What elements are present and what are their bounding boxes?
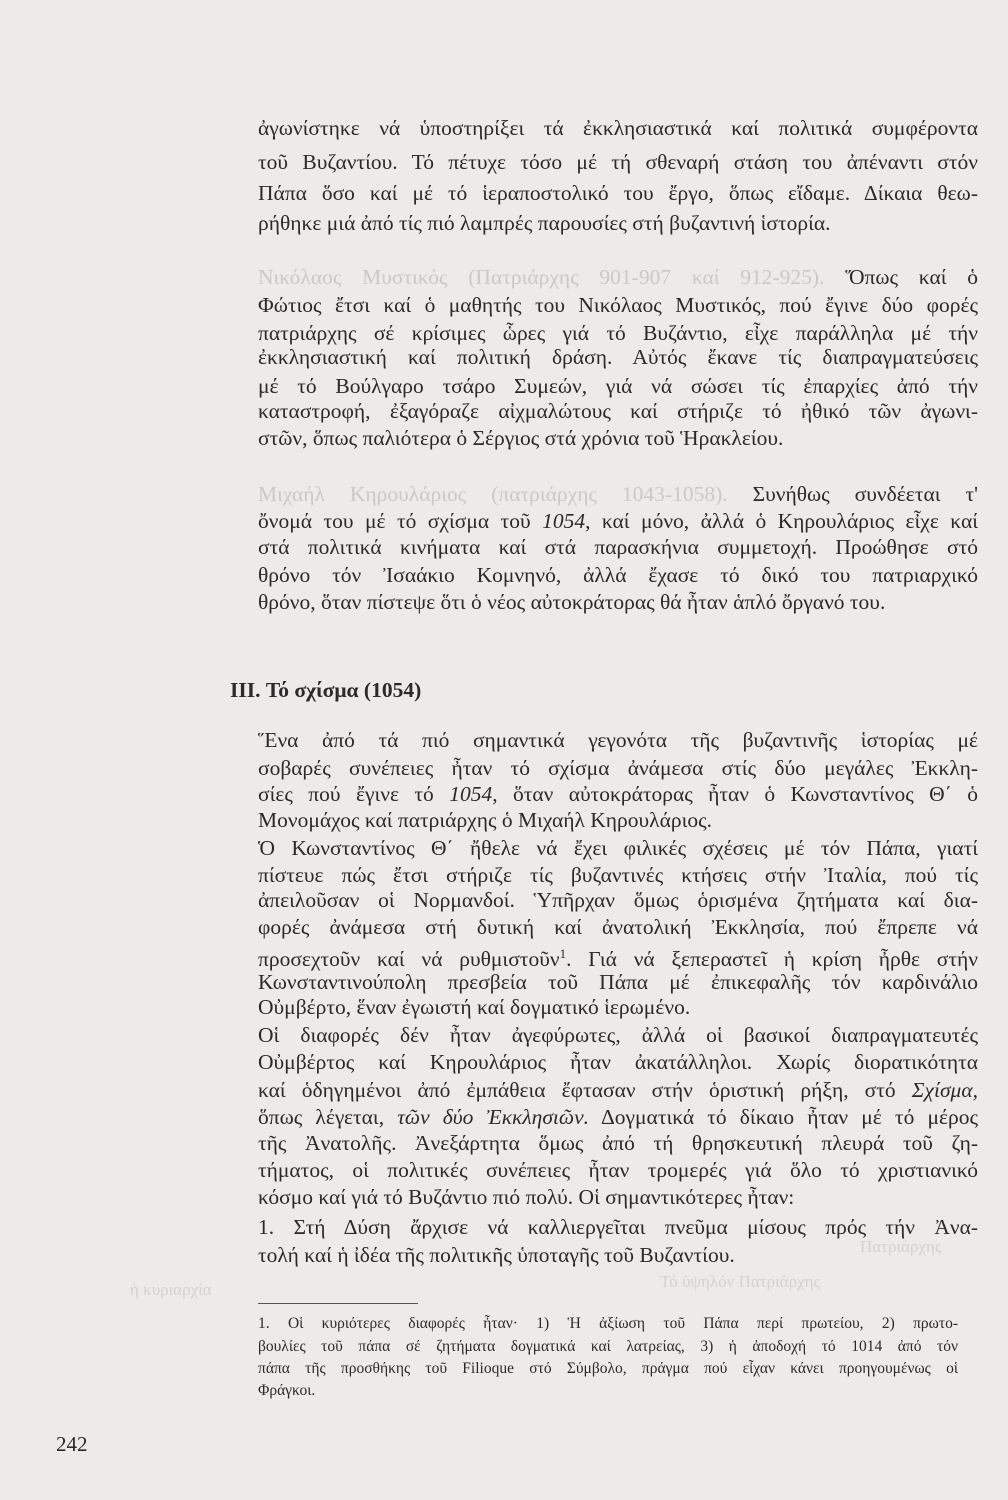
text-line <box>258 941 978 972</box>
text-line: ἀγωνίστηκε νά ὑποστηρίξει τά ἐκκλησιαστικά καί πολιτικά συμφέροντα <box>258 116 978 140</box>
text-line: Ἕνα ἀπό τά πιό σημαντικά γεγονότα τῆς βυζαντινῆς ἱστορίας μέ <box>258 728 978 752</box>
bleed-through-text: ἡ κυριαρχία <box>130 1280 212 1299</box>
text-line: πατριάρχης σέ κρίσιμες ὧρες γιά τό Βυζάντιο, εἶχε παράλληλα μέ τήν <box>258 321 978 345</box>
bleed-through-text: Τό ὑψηλόν Πατριάρχης <box>660 1272 821 1291</box>
text-line: Ὁ Κωνσταντίνος Θ΄ ἤθελε νά ἔχει φιλικές σχέσεις μέ τόν Πάπα, γιατί <box>258 836 978 860</box>
text-line: Πάπα ὅσο καί μέ τό ἱεραποστολικό του ἔργο, ὅπως εἴδαμε. Δίκαια θεω- <box>258 181 978 205</box>
text-span: σίες πού ἔγινε τό <box>258 782 450 806</box>
text-line: καταστροφή, ἐξαγόραζε αἰχμαλώτους καί στήριζε τό ἠθικό τῶν ἀγωνι- <box>258 399 978 423</box>
text-span: . Γιά νά ξεπεραστεῖ ἡ κρίση ἦρθε στήν <box>566 947 978 972</box>
text-span: , ὅταν αὐτοκράτορας ἦταν ὁ Κωνσταντίνος Θ΄ ὁ <box>492 782 979 806</box>
text-line: Οὐμβέρτο, ἕναν ἐγωιστή καί δογματικό ἱερωμένο. <box>258 995 691 1019</box>
text-span: προσεχτοῦν καί νά ρυθμιστοῦν <box>258 947 560 972</box>
text-span: , καί μόνο, ἀλλά ὁ Κηρουλάριος εἶχε καί <box>585 509 979 533</box>
footnote-line: Φράγκοι. <box>258 1382 316 1399</box>
section-heading: III. Τό σχίσμα (1054) <box>230 678 422 702</box>
bleed-through-text: Πατριάρχης <box>860 1237 942 1256</box>
footnote-line: πάπα τῆς προσθήκης τοῦ Filioque στό Σύμβολο, πράγμα πού εἶχαν κάνει προηγουμένως οἱ <box>258 1360 958 1377</box>
text-line <box>258 508 978 534</box>
text-line: τῆς Ἀνατολῆς. Ἀνεξάρτητα ὅμως ἀπό τή θρησκευτική πλευρά τοῦ ζη- <box>258 1131 978 1155</box>
text-line: ἀπειλοῦσαν οἱ Νορμανδοί. Ὑπῆρχαν ὅμως ὁρισμένα ζητήματα καί δια- <box>258 888 978 912</box>
year-italic: 1054 <box>542 509 586 533</box>
text-line: σοβαρές συνέπειες ἦταν τό σχίσμα ἀνάμεσα στίς δύο μεγάλες Ἐκκλη- <box>258 756 978 780</box>
text-line: στά πολιτικά κινήματα καί στά παρασκήνια συμμετοχή. Προώθησε στό <box>258 535 978 559</box>
text-line: θρόνο, ὅταν πίστεψε ὅτι ὁ νέος αὐτοκράτορας θά ἦταν ἁπλό ὄργανό του. <box>258 590 886 614</box>
text-span: ὅπως λέγεται, <box>258 1105 398 1129</box>
text-span: Δογματικά τό δίκαιο ἦταν μέ τό μέρος <box>589 1105 978 1129</box>
text-line: Οἱ διαφορές δέν ἦταν ἀγεφύρωτες, ἀλλά οἱ βασικοί διαπραγματευτές <box>258 1023 978 1047</box>
text-line: θρόνο τόν Ἰσαάκιο Κομνηνό, ἀλλά ἔχασε τό δικό του πατριαρχικό <box>258 563 978 587</box>
text-line: ρήθηκε μιά ἀπό τίς πιό λαμπρές παρουσίες στή βυζαντινή ἱστορία. <box>258 211 831 235</box>
text-line: ἐκκλησιαστική καί πολιτική δράση. Αὐτός ἔκανε τίς διαπραγματεύσεις <box>258 345 978 369</box>
text-line: Φώτιος ἔτσι καί ὁ μαθητής του Νικόλαος Μυστικός, πού ἔγινε δύο φορές <box>258 293 978 317</box>
text-line: Κωνσταντινούπολη πρεσβεία τοῦ Πάπα μέ ἐπικεφαλῆς τόν καρδινάλιο <box>258 970 978 994</box>
text-span: Συνήθως συνδέεται τ' <box>752 482 979 506</box>
italic-term: τῶν δύο Ἐκκλησιῶν. <box>397 1105 590 1129</box>
page-number: 242 <box>56 1432 88 1456</box>
text-line: φορές ἀνάμεσα στή δυτική καί ἀνατολική Ἐκκλησία, πού ἔπρεπε νά <box>258 915 978 939</box>
year-italic: 1054 <box>449 782 493 806</box>
footnote-mark[interactable]: 1 <box>559 946 567 961</box>
footnote-line: βουλίες τοῦ πάπα σέ ζητήματα δογματικά καί λατρείας, 3) ἡ ἀποδοχή τό 1014 ἀπό τόν <box>258 1338 958 1355</box>
text-line: Μονομάχος καί πατριάρχης ὁ Μιχαήλ Κηρουλάριος. <box>258 808 712 832</box>
text-span: ὄνομά του μέ τό σχίσμα τοῦ <box>258 509 543 533</box>
mihail-first-line <box>258 481 978 507</box>
text-line: τήματος, οἱ πολιτικές συνέπειες ἦταν τρομερές γιά ὅλο τό χριστιανικό <box>258 1158 978 1182</box>
footnote-divider <box>258 1303 418 1304</box>
text-line <box>258 781 978 807</box>
list-item: 1. Στή Δύση ἄρχισε νά καλλιεργεῖται πνεῦμα μίσους πρός τήν Ἀνα- <box>258 1215 978 1239</box>
text-span: καί ὁδηγημένοι ἀπό ἐμπάθεια ἔφτασαν στήν ὁριστική ρήξη, στό <box>258 1078 912 1102</box>
text-line: κόσμο καί γιά τό Βυζάντιο πιό πολύ. Οἱ σημαντικότερες ἦταν: <box>258 1185 795 1209</box>
mihail-heading: Μιχαήλ Κηρουλάριος (πατριάρχης 1043-1058). <box>258 482 728 506</box>
text-line: μέ τό Βούλγαρο τσάρο Συμεών, γιά νά σώσει τίς ἐπαρχίες ἀπό τήν <box>258 374 978 398</box>
text-line <box>258 1077 978 1103</box>
text-line: στῶν, ὅπως παλιότερα ὁ Σέργιος στά χρόνια τοῦ Ἡρακλείου. <box>258 426 784 450</box>
italic-term: Σχίσμα, <box>911 1078 978 1102</box>
text-span: Ὅπως καί ὁ <box>845 265 978 289</box>
nikolaos-heading: Νικόλαος Μυστικός (Πατριάρχης 901-907 καί 912-925). <box>258 265 825 289</box>
footnote-line: 1. Οἱ κυριότερες διαφορές ἦταν· 1) Ἡ ἀξίωση τοῦ Πάπα περί πρωτείου, 2) πρωτο- <box>258 1315 958 1332</box>
text-line <box>258 1104 978 1130</box>
text-line: τολή καί ἡ ἰδέα τῆς πολιτικῆς ὑποταγῆς τοῦ Βυζαντίου. <box>258 1243 735 1267</box>
text-line: Οὐμβέρτος καί Κηρουλάριος ἦταν ἀκατάλληλοι. Χωρίς διορατικότητα <box>258 1050 978 1074</box>
nikolaos-first-line <box>258 264 978 290</box>
text-line: πίστευε πώς ἔτσι στήριζε τίς βυζαντινές κτήσεις στήν Ἰταλία, πού τίς <box>258 863 978 887</box>
text-line: τοῦ Βυζαντίου. Τό πέτυχε τόσο μέ τή σθεναρή στάση του ἀπέναντι στόν <box>258 150 978 174</box>
